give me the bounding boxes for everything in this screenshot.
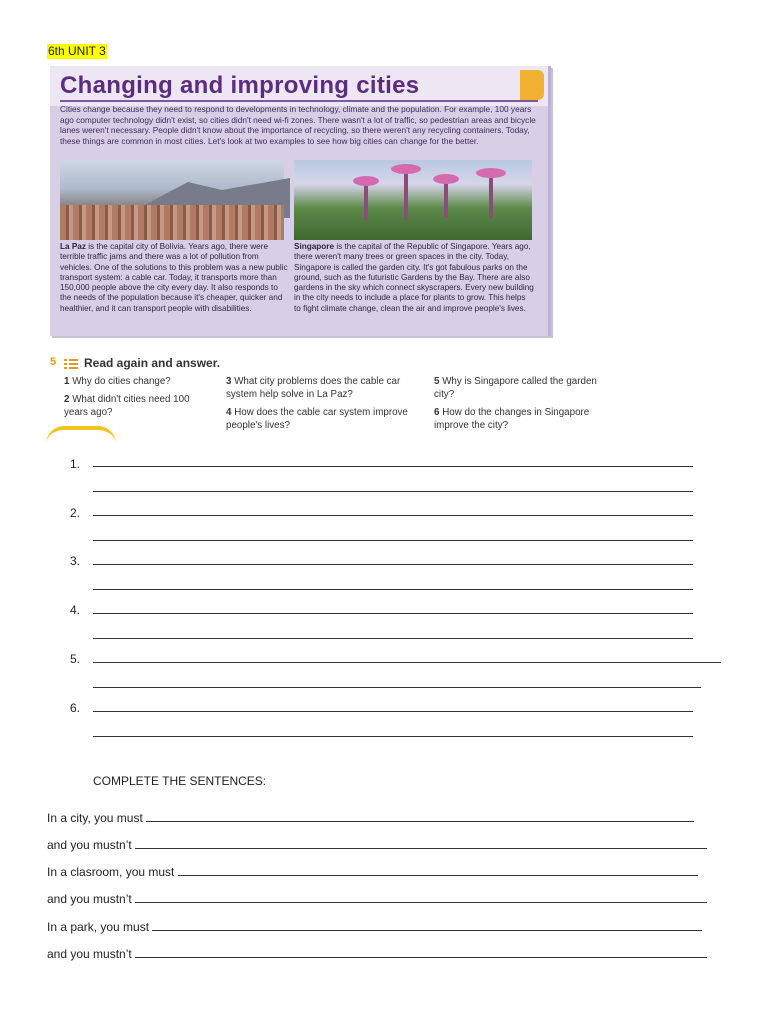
answer-line[interactable] — [93, 736, 693, 737]
la-paz-name: La Paz — [60, 242, 86, 251]
answer-line[interactable] — [93, 564, 693, 565]
corner-decoration — [46, 426, 116, 444]
sentence-row — [47, 836, 707, 852]
singapore-text: is the capital of the Republic of Singapore. Years ago, there weren't many trees or green spaces in the city. Today, Singapore is called the garden city. It's got fabulous parks on the ground, such as the futuristic Gardens by the Bay. There are also gardens in the sky which connect skyscrapers. Every new building in the city needs to include a place for plants to grow. This helps to fight climate change, clean the air and improve people's lives. — [294, 242, 534, 313]
question-number: 5 — [434, 376, 440, 387]
title-banner-decoration — [520, 70, 544, 100]
answer-line[interactable] — [93, 711, 693, 712]
answer-number: 2. — [69, 506, 80, 520]
answer-line[interactable] — [93, 466, 693, 467]
list-icon — [64, 358, 78, 370]
answer-line[interactable] — [93, 638, 693, 639]
title-underline — [60, 100, 538, 102]
question-2 — [64, 394, 214, 419]
question-number: 1 — [64, 376, 70, 387]
singapore-name: Singapore — [294, 242, 335, 251]
question-3 — [226, 376, 416, 401]
answer-line[interactable] — [93, 491, 693, 492]
answer-number: 1. — [69, 457, 80, 471]
singapore-photo — [294, 160, 532, 240]
textbook-clipping — [50, 66, 551, 336]
question-4 — [226, 407, 416, 432]
sentence-row — [47, 918, 702, 934]
answer-line[interactable] — [93, 540, 693, 541]
answer-line[interactable] — [93, 662, 721, 663]
answer-line[interactable] — [93, 589, 693, 590]
city-shape — [60, 205, 284, 240]
answer-number: 3. — [69, 554, 80, 568]
question-5 — [434, 376, 604, 401]
question-text: How does the cable car system improve people's lives? — [226, 407, 408, 431]
supertree-canopy — [391, 164, 421, 174]
sentence-row — [47, 863, 698, 879]
supertree-trunk — [444, 180, 448, 218]
answer-line[interactable] — [93, 515, 693, 516]
question-number: 3 — [226, 376, 232, 387]
sentence-prompt: and you mustn’t — [47, 947, 132, 961]
singapore-caption — [294, 242, 534, 314]
exercise-title: Read again and answer. — [84, 356, 221, 370]
sentence-blank[interactable] — [135, 836, 707, 849]
question-number: 2 — [64, 394, 70, 405]
sentence-prompt: In a city, you must — [47, 811, 143, 825]
supertree-trunk — [489, 174, 493, 218]
clipping-intro: Cities change because they need to respond to developments in technology, climate and the population. For example, 100 years ago computer technology didn't exist, so cities didn't need wi-fi zones. There wasn't a lot of traffic, so pedestrian areas and bicycle lanes weren't necessary. People didn't know about the importance of recycling, so there weren't any recycling containers. Today, these things are common in most cities. Let's look at two examples to see how big cities can change for the better. — [60, 104, 536, 146]
question-text: How do the changes in Singapore improve the city? — [434, 407, 590, 431]
question-text: What didn't cities need 100 years ago? — [64, 394, 190, 418]
sentence-prompt: and you mustn’t — [47, 838, 132, 852]
answer-line[interactable] — [93, 687, 701, 688]
question-text: Why do cities change? — [72, 376, 171, 387]
sentence-prompt: In a clasroom, you must — [47, 865, 175, 879]
supertree-canopy — [476, 168, 506, 178]
supertree-canopy — [433, 174, 459, 184]
supertree-canopy — [353, 176, 379, 186]
sentence-row — [47, 809, 694, 825]
answer-line[interactable] — [93, 613, 693, 614]
question-text: Why is Singapore called the garden city? — [434, 376, 597, 400]
supertree-trunk — [364, 182, 368, 220]
question-1 — [64, 376, 214, 389]
question-text: What city problems does the cable car system help solve in La Paz? — [226, 376, 401, 400]
sentence-blank[interactable] — [135, 890, 707, 903]
sentence-row — [47, 890, 707, 906]
unit-label: 6th UNIT 3 — [48, 44, 106, 58]
answer-number: 4. — [69, 603, 80, 617]
question-6 — [434, 407, 604, 432]
complete-title: COMPLETE THE SENTENCES: — [93, 774, 267, 788]
sentence-prompt: and you mustn’t — [47, 892, 132, 906]
sentence-blank[interactable] — [178, 863, 698, 876]
answer-number: 6. — [69, 701, 80, 715]
la-paz-text: is the capital city of Bolivia. Years ago, there were terrible traffic jams and there was a lot of pollution from vehicles. One of the solutions to this problem was a new public transport system: a cable car. Today, it transports more than 150,000 people above the city every day. It also responds to the needs of the population because it's cheaper, quicker and healthier, and it can transport people with disabilities. — [60, 242, 288, 313]
sentence-blank[interactable] — [146, 809, 694, 822]
exercise-number: 5 — [50, 356, 57, 368]
answer-number: 5. — [69, 652, 80, 666]
la-paz-photo — [60, 160, 284, 240]
sentence-blank[interactable] — [135, 945, 707, 958]
sentence-row — [47, 945, 707, 961]
question-number: 6 — [434, 407, 440, 418]
clipping-title: Changing and improving cities — [60, 72, 420, 99]
la-paz-caption — [60, 242, 288, 314]
sentence-prompt: In a park, you must — [47, 920, 150, 934]
question-number: 4 — [226, 407, 232, 418]
supertree-trunk — [404, 170, 408, 220]
sentence-blank[interactable] — [152, 918, 702, 931]
